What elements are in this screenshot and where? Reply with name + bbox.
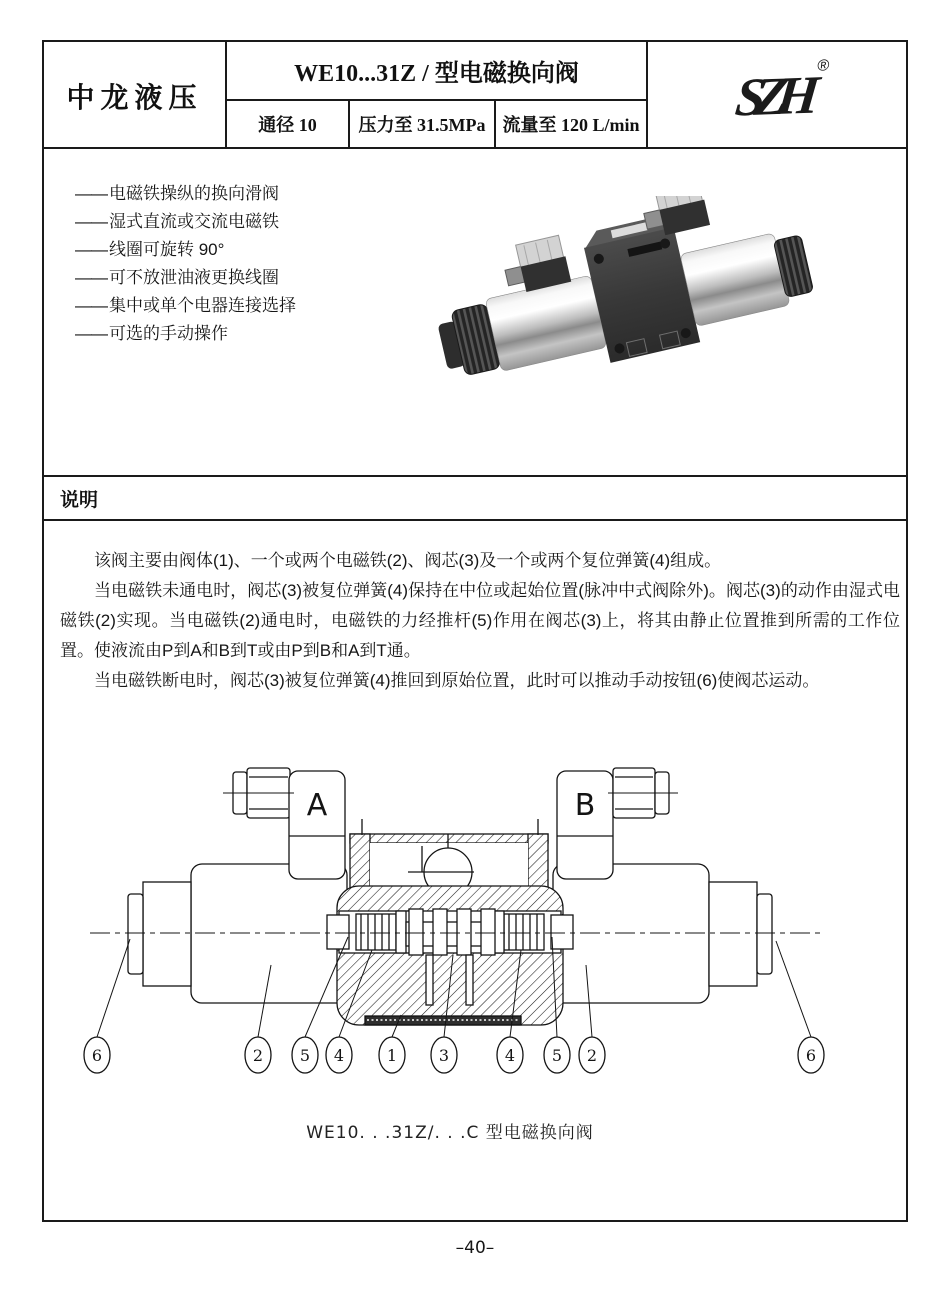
manual-button-right bbox=[757, 894, 772, 974]
spec-diameter: 通径 10 bbox=[258, 115, 317, 135]
callout-balloons bbox=[84, 1037, 824, 1073]
brand-logo-mark bbox=[732, 56, 831, 128]
return-spring-right bbox=[504, 914, 544, 950]
feature-text: 线圈可旋转 90° bbox=[109, 240, 225, 259]
pole-piece-right bbox=[551, 915, 573, 949]
manual-button-left bbox=[128, 894, 143, 974]
port-label-b: B bbox=[574, 788, 596, 823]
feature-dash: —— bbox=[75, 296, 107, 315]
housing-wall-left bbox=[350, 834, 370, 888]
feature-item bbox=[75, 264, 296, 292]
valve-photo-assembly bbox=[435, 196, 815, 399]
housing-top-plate bbox=[350, 834, 548, 843]
feature-dash: —— bbox=[75, 240, 107, 259]
spool-land bbox=[481, 909, 495, 955]
feature-item bbox=[75, 292, 296, 320]
description-paragraph: 当电磁铁断电时，阀芯(3)被复位弹簧(4)推回到原始位置，此时可以推动手动按钮(6)使阀芯运动。 bbox=[94, 671, 820, 690]
housing-wall-right bbox=[528, 834, 548, 888]
valve-sectional-diagram bbox=[60, 753, 870, 1083]
pole-piece-left bbox=[327, 915, 349, 949]
end-flange-right bbox=[709, 882, 757, 986]
feature-item bbox=[75, 208, 296, 236]
spool-land bbox=[457, 909, 471, 955]
end-flange-left bbox=[143, 882, 191, 986]
description-paragraph: 当电磁铁未通电时，阀芯(3)被复位弹簧(4)保持在中位或起始位置(脉冲中式阀除外)。阀芯(3)的动作由湿式电磁铁(2)实现。当电磁铁(2)通电时，电磁铁的力经推杆(5)作用在阀芯(3)上，将其由静止位置推到所需的工作位置。使液流由P到A和B到T或由P到B和A到T通。 bbox=[60, 581, 900, 660]
drain-pin-left bbox=[426, 955, 433, 1005]
callout-number: 5 bbox=[299, 1046, 311, 1065]
diagram-caption: WE10. . .31Z/. . .C 型电磁换向阀 bbox=[306, 1123, 594, 1143]
description-paragraph: 该阀主要由阀体(1)、一个或两个电磁铁(2)、阀芯(3)及一个或两个复位弹簧(4)组成。 bbox=[94, 551, 722, 570]
callout-number: 4 bbox=[504, 1046, 516, 1065]
registered-trademark-icon: ® bbox=[816, 56, 831, 75]
callout-number: 5 bbox=[551, 1046, 563, 1065]
feature-text: 可不放泄油液更换线圈 bbox=[109, 268, 279, 287]
description-block bbox=[60, 546, 900, 696]
features-list bbox=[75, 180, 296, 348]
spec-pressure: 压力至 31.5MPa bbox=[358, 115, 486, 135]
spool-end-plate-left bbox=[396, 911, 406, 953]
spool-land bbox=[409, 909, 423, 955]
port-label-a: A bbox=[306, 788, 328, 823]
feature-item bbox=[75, 180, 296, 208]
return-spring-left bbox=[356, 914, 396, 950]
spec-flow: 流量至 120 L/min bbox=[502, 115, 640, 135]
callout-number: 4 bbox=[333, 1046, 345, 1065]
feature-dash: —— bbox=[75, 268, 107, 287]
feature-item bbox=[75, 320, 296, 348]
callout-number: 6 bbox=[91, 1046, 103, 1065]
section-heading: 说明 bbox=[44, 475, 906, 521]
brand-logo bbox=[648, 42, 910, 149]
spool-land bbox=[433, 909, 447, 955]
photo-right-solenoid-tube bbox=[680, 233, 790, 327]
callout-number: 1 bbox=[386, 1046, 398, 1065]
feature-text: 集中或单个电器连接选择 bbox=[109, 296, 296, 315]
feature-text: 湿式直流或交流电磁铁 bbox=[109, 212, 279, 231]
callout-number: 3 bbox=[438, 1046, 450, 1065]
callout-number: 6 bbox=[805, 1046, 817, 1065]
page-number: –40– bbox=[455, 1238, 495, 1258]
feature-dash: —— bbox=[75, 212, 107, 231]
company-name: 中龙液压 bbox=[66, 81, 203, 113]
callout-number: 2 bbox=[586, 1046, 598, 1065]
photo-left-solenoid-tube bbox=[485, 275, 607, 371]
feature-text: 电磁铁操纵的换向滑阀 bbox=[109, 184, 279, 203]
product-photo bbox=[435, 196, 815, 406]
housing-chamber bbox=[370, 843, 528, 888]
feature-text: 可选的手动操作 bbox=[109, 324, 228, 343]
callout-number: 2 bbox=[252, 1046, 264, 1065]
product-title: WE10...31Z / 型电磁换向阀 bbox=[294, 61, 579, 87]
feature-item bbox=[75, 236, 296, 264]
feature-dash: —— bbox=[75, 184, 107, 203]
brand-logo-text: SZH bbox=[732, 64, 812, 127]
feature-dash: —— bbox=[75, 324, 107, 343]
valve-body bbox=[337, 886, 563, 1025]
drain-pin-right bbox=[466, 955, 473, 1005]
